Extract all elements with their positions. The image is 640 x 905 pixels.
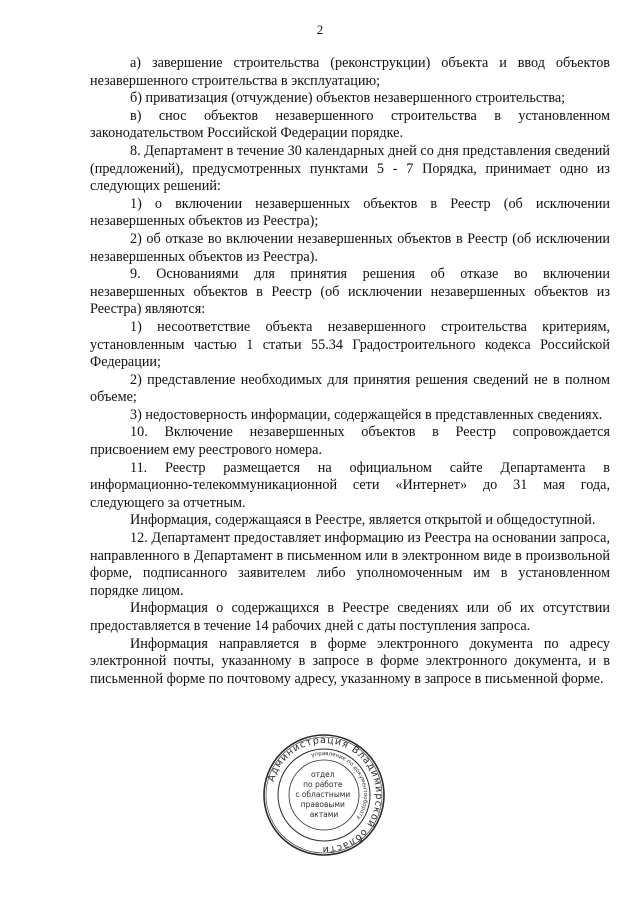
svg-text:Администрация Владимирской обл: Администрация Владимирской области [265,734,385,856]
svg-text:отдел по работе с: отдел по работе с областными правовыми актами [295,770,351,819]
svg-text:управление по документообороту: управление по документообороту [310,750,369,821]
paragraph: 3) недостоверность информации, содержащейся в представленных сведениях. [130,406,603,423]
paragraph: Информация, содержащаяся в Реестре, является открытой и общедоступной. [130,512,596,529]
paragraph: 1) несоответствие объекта незавершенного строительства критериям, установленным частью 1 статьи 55.34 Градостроительного кодекса Российской Федерации; [90,318,610,371]
paragraph: 10. Включение незавершенных объектов в Реестр сопровождается присвоением ему реестрового номера. [90,424,610,459]
paragraph: 8. Департамент в течение 30 календарных дней со дня представления сведений (предложений), предусмотренных пунктами 5 - 7 Порядка, принимает одно из следующих решений: [90,142,610,195]
paragraph: 11. Реестр размещается на официальном сайте Департамента в информационно-телекоммуникационной сети «Интернет» до 31 мая года, следующего за отчетным. [90,459,610,511]
paragraph: в) снос объектов незавершенного строительства в установленном законодательством Российской Федерации порядке. [90,107,610,142]
paragraph: Информация направляется в форме электронного документа по адресу электронной почты, указанному в запросе в форме электронного документа, и в письменной форме по почтовому адресу, указанному в запросе в письменной форме. [90,635,610,687]
paragraph: 1) о включении незавершенных объектов в Реестр (об исключении незавершенных объектов из Реестра); [90,195,610,230]
stamp-seal-icon [262,733,386,857]
paragraph: а) завершение строительства (реконструкции) объекта и ввод объектов незавершенного строительства в эксплуатацию; [90,55,610,89]
paragraph: 12. Департамент предоставляет информацию из Реестра на основании запроса, направленного в Департамент в письменном или в электронном виде в произвольной форме, подписанного заявителем либо уполномоченным им в установленном порядке лицом. [90,530,610,599]
paragraph: 2) об отказе во включении незавершенных объектов в Реестр (об исключении незавершенных объектов из Реестра). [90,230,610,265]
paragraph: 9. Основаниями для принятия решения об отказе во включении незавершенных объектов в Реестр (об исключении незавершенных объектов из Реестра) являются: [90,266,610,318]
paragraph: Информация о содержащихся в Реестре сведениях или об их отсутствии предоставляется в течение 14 рабочих дней с даты поступления запроса. [90,600,610,634]
paragraph: 2) представление необходимых для принятия решения сведений не в полном объеме; [90,371,610,406]
paragraph: б) приватизация (отчуждение) объектов незавершенного строительства; [130,90,566,107]
official-stamp [262,733,386,857]
page-number: 2 [316,22,324,37]
document-body [90,55,610,688]
